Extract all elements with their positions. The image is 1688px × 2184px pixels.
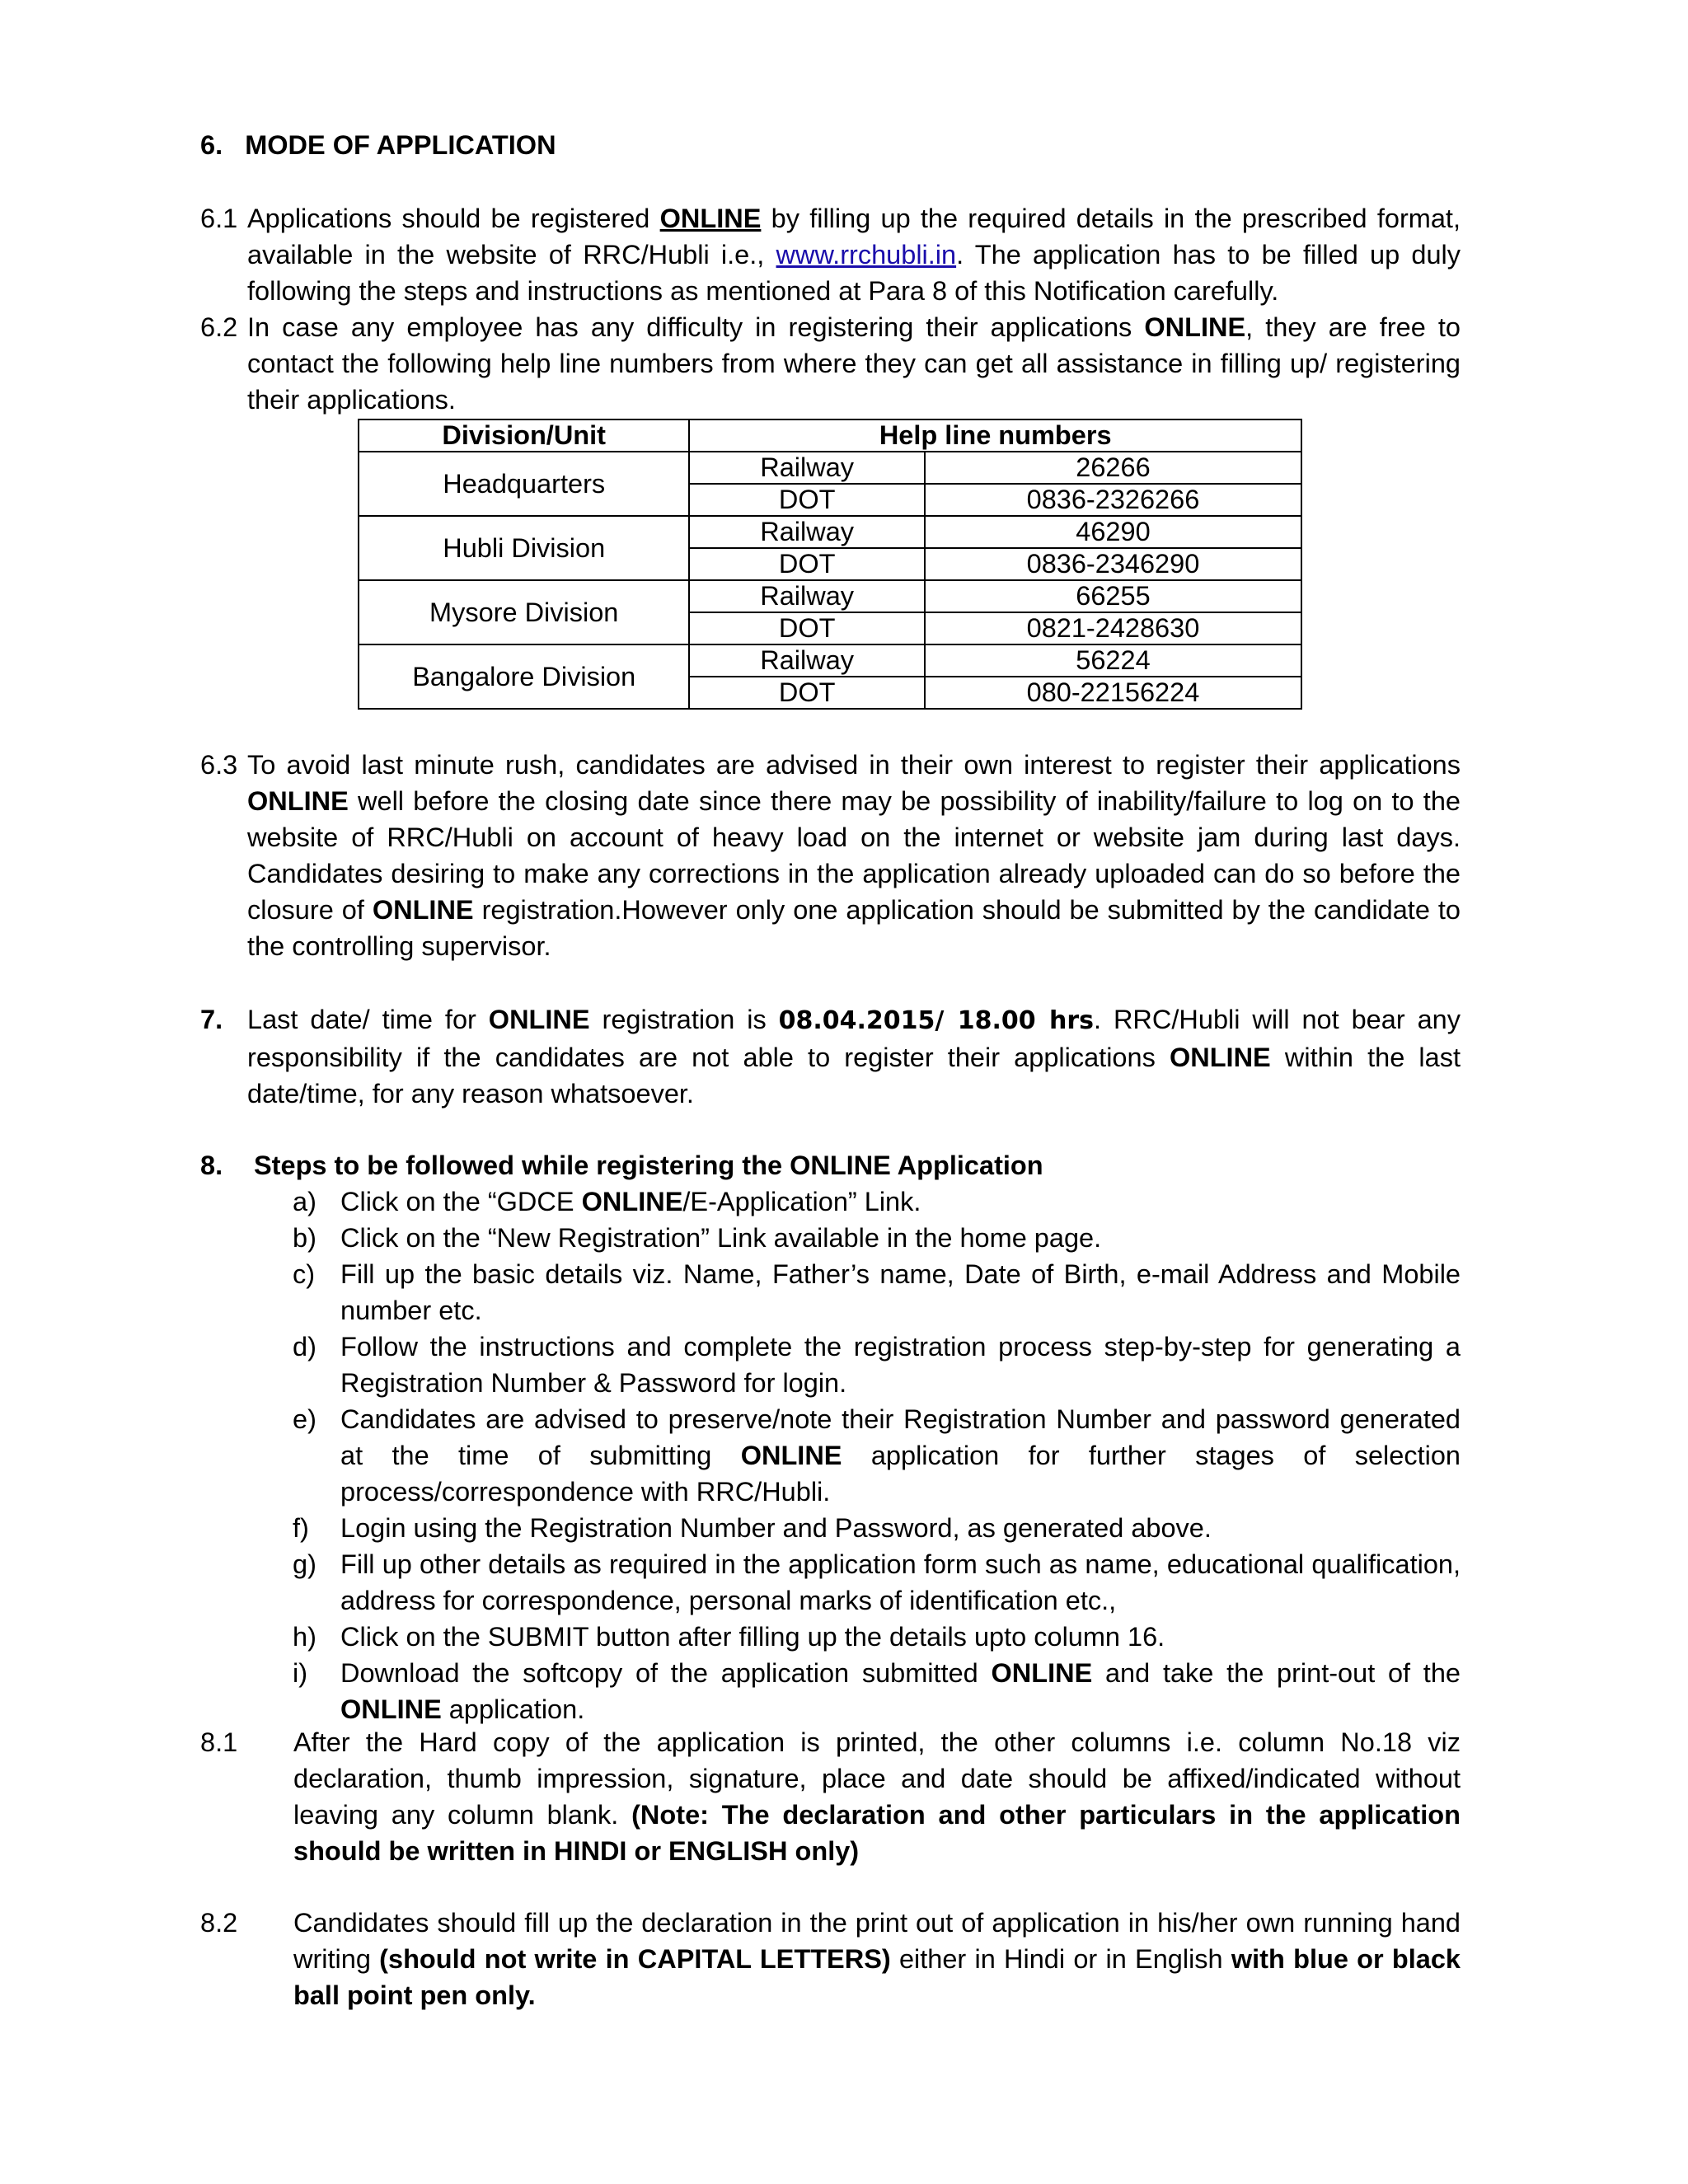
online-emphasis: ONLINE	[1144, 312, 1246, 342]
section-7-number: 7.	[200, 1005, 223, 1034]
division-cell: Headquarters	[359, 452, 689, 516]
step-text: /E-Application” Link.	[682, 1187, 921, 1216]
step-text: application.	[441, 1694, 585, 1724]
para-8-1-number: 8.1	[200, 1727, 238, 1757]
last-date-time: 08.04.2015/ 18.00 hrs	[778, 1006, 1094, 1035]
online-emphasis: ONLINE	[581, 1187, 683, 1216]
section-8-heading: Steps to be followed while registering the ONLINE Application	[254, 1151, 1043, 1180]
step-letter: e)	[293, 1404, 316, 1434]
step-text: Follow the instructions and complete the registration process step-by-step for generating a Registration Number & Password for login.	[340, 1332, 1461, 1398]
para-6-2	[247, 309, 1461, 418]
para-6-1-text: Applications should be registered	[247, 204, 660, 233]
online-emphasis: ONLINE	[1169, 1043, 1271, 1072]
language-note: (Note: The declaration and other particulars in the application should be written in HINDI or ENGLISH only)	[293, 1800, 1461, 1866]
step-text: Click on the SUBMIT button after filling up the details upto column 16.	[340, 1622, 1165, 1652]
division-cell: Mysore Division	[359, 580, 689, 644]
table-row	[359, 452, 1301, 484]
para-6-3-number: 6.3	[200, 750, 238, 780]
list-item	[293, 1546, 1461, 1619]
para-6-3-text: registration.However only one application should be submitted by the candidate to the controlling supervisor.	[247, 895, 1461, 961]
line-type-cell: Railway	[689, 580, 925, 612]
phone-number-cell: 66255	[925, 580, 1301, 612]
rrc-website-link[interactable]: www.rrchubli.in	[776, 240, 957, 269]
line-type-cell: DOT	[689, 612, 925, 644]
list-item	[293, 1510, 1461, 1546]
para-8-1	[293, 1724, 1461, 1869]
section-7-text	[247, 1001, 1461, 1112]
online-emphasis: ONLINE	[488, 1005, 590, 1034]
registration-steps	[293, 1183, 1461, 1727]
list-item	[293, 1183, 1461, 1220]
capital-letters-warning: (should not write in CAPITAL LETTERS)	[379, 1944, 891, 1974]
step-letter: d)	[293, 1332, 316, 1361]
online-emphasis: ONLINE	[991, 1658, 1093, 1688]
step-text: and take the print-out of the	[1092, 1658, 1461, 1688]
line-type-cell: DOT	[689, 484, 925, 516]
online-emphasis: ONLINE	[740, 1441, 842, 1470]
para-6-2-text: In case any employee has any difficulty in registering their applications	[247, 312, 1145, 342]
step-text: Fill up other details as required in the application form such as name, educational qualification, address for correspondence, personal marks of identification etc.,	[340, 1549, 1461, 1615]
step-text: Download the softcopy of the application submitted	[340, 1658, 992, 1688]
section-7-part: Last date/ time for	[247, 1005, 489, 1034]
para-6-1	[247, 200, 1461, 309]
online-emphasis: ONLINE	[340, 1694, 442, 1724]
column-header-division: Division/Unit	[359, 419, 689, 452]
para-8-2-text: either in Hindi or in English	[890, 1944, 1231, 1974]
online-emphasis: ONLINE	[659, 204, 762, 233]
para-8-2-text: Candidates should fill up the declaration in the print out of application in his/her own running hand writing	[293, 1908, 1461, 1974]
phone-number-cell: 26266	[925, 452, 1301, 484]
list-item	[293, 1655, 1461, 1727]
online-emphasis: ONLINE	[247, 786, 349, 816]
table-row	[359, 644, 1301, 677]
step-text: Fill up the basic details viz. Name, Father’s name, Date of Birth, e-mail Address and Mobile number etc.	[340, 1259, 1461, 1325]
pen-requirement: with blue or black ball point pen only.	[293, 1944, 1461, 2010]
step-text: application for further stages of selection process/correspondence with RRC/Hubli.	[340, 1441, 1461, 1507]
phone-number-cell: 0836-2326266	[925, 484, 1301, 516]
list-item	[293, 1256, 1461, 1329]
para-8-1-text: After the Hard copy of the application is printed, the other columns i.e. column No.18 viz declaration, thumb impression, signature, place and date should be affixed/indicated without leaving any column blank.	[293, 1727, 1461, 1830]
list-item	[293, 1401, 1461, 1510]
step-letter: g)	[293, 1549, 316, 1579]
helpline-table	[358, 419, 1302, 710]
line-type-cell: Railway	[689, 516, 925, 548]
para-8-2	[293, 1905, 1461, 2013]
table-row	[359, 580, 1301, 612]
step-letter: f)	[293, 1513, 309, 1543]
phone-number-cell: 080-22156224	[925, 677, 1301, 709]
para-6-3-text: To avoid last minute rush, candidates are advised in their own interest to register their applications	[247, 750, 1461, 780]
para-8-2-number: 8.2	[200, 1908, 238, 1938]
line-type-cell: Railway	[689, 452, 925, 484]
phone-number-cell: 56224	[925, 644, 1301, 677]
step-text: Login using the Registration Number and Password, as generated above.	[340, 1513, 1212, 1543]
list-item	[293, 1220, 1461, 1256]
section-7-part: within the last date/time, for any reason whatsoever.	[247, 1043, 1461, 1108]
step-text: Candidates are advised to preserve/note their Registration Number and password generated at the time of submitting	[340, 1404, 1461, 1470]
phone-number-cell: 46290	[925, 516, 1301, 548]
section-7-part: registration is	[589, 1005, 779, 1034]
line-type-cell: DOT	[689, 548, 925, 580]
step-letter: h)	[293, 1622, 316, 1652]
division-cell: Bangalore Division	[359, 644, 689, 709]
para-6-1-number: 6.1	[200, 204, 238, 233]
phone-number-cell: 0836-2346290	[925, 548, 1301, 580]
step-text: Click on the “New Registration” Link available in the home page.	[340, 1223, 1102, 1253]
line-type-cell: DOT	[689, 677, 925, 709]
step-letter: a)	[293, 1187, 316, 1216]
list-item	[293, 1619, 1461, 1655]
line-type-cell: Railway	[689, 644, 925, 677]
para-6-1-text: . The application has to be filled up duly following the steps and instructions as mentioned at Para 8 of this Notification carefully.	[247, 240, 1461, 306]
section-7-part: . RRC/Hubli will not bear any responsibility if the candidates are not able to register their applications	[247, 1005, 1461, 1072]
section-6-heading: 6. MODE OF APPLICATION	[200, 130, 556, 160]
para-6-2-number: 6.2	[200, 312, 238, 342]
list-item	[293, 1329, 1461, 1401]
table-header-row	[359, 419, 1301, 452]
section-8-number: 8.	[200, 1151, 223, 1180]
para-6-2-text: , they are free to contact the following help line numbers from where they can get all assistance in filling up/ registering their applications.	[247, 312, 1461, 415]
division-cell: Hubli Division	[359, 516, 689, 580]
step-letter: b)	[293, 1223, 316, 1253]
step-letter: c)	[293, 1259, 316, 1289]
table-row	[359, 516, 1301, 548]
step-letter: i)	[293, 1658, 308, 1688]
phone-number-cell: 0821-2428630	[925, 612, 1301, 644]
online-emphasis: ONLINE	[372, 895, 474, 925]
para-6-3-text: well before the closing date since there may be possibility of inability/failure to log on to the website of RRC/Hubli on account of heavy load on the internet or website jam during last days. Candidates desiring to make any corrections in the application already uploaded can do so before the closure of	[247, 786, 1461, 925]
para-6-1-text: by filling up the required details in the prescribed format, available in the website of RRC/Hubli i.e.,	[247, 204, 1461, 269]
column-header-helpline: Help line numbers	[689, 419, 1301, 452]
para-6-3	[247, 747, 1461, 964]
step-text: Click on the “GDCE	[340, 1187, 582, 1216]
